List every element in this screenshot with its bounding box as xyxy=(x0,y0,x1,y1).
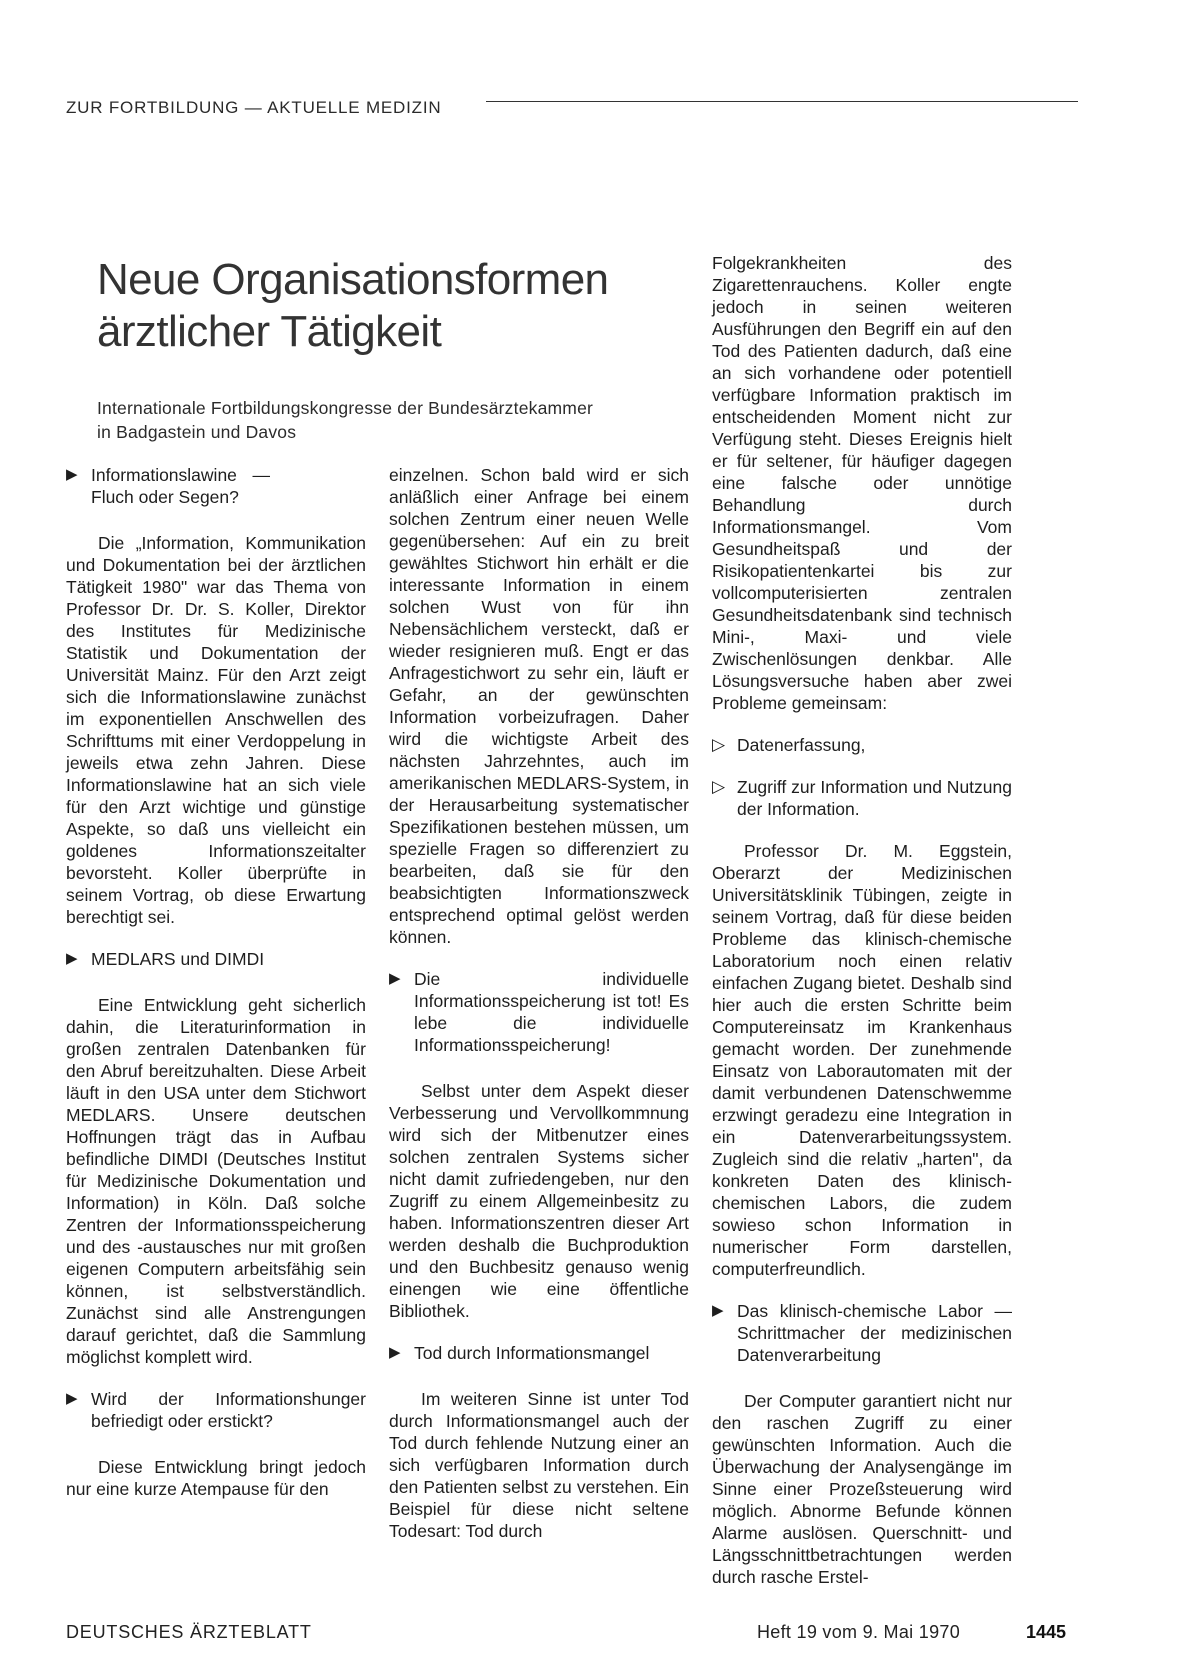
hollow-triangle-bullet-icon: ▷ xyxy=(712,735,726,754)
section-heading: ▶ Die individuelle Informationsspeicherung ist tot! Es lebe die individuelle Informationsspeicherung! xyxy=(389,969,689,1055)
subtitle-line-2: in Badgastein und Davos xyxy=(97,422,297,442)
subtitle-line-1: Internationale Fortbildungskongresse der Bundesärztekammer xyxy=(97,398,594,418)
paragraph: Folgekrankheiten des Zigarettenrauchens. Koller engte jedoch in seinen weiteren Ausführungen den Begriff ein auf den Tod des Patienten dadurch, daß eine an sich vorhandene oder potentiell verfügbare Information praktisch im entscheidenden Moment nicht zur Verfügung steht. Dieses Ereignis hielt er für seltener, für häufiger dagegen eine falsche oder unnötige Behandlung durch Informationsmangel. Vom Gesundheitspaß und der Risikopatientenkartei bis zur vollcomputerisierten zentralen Gesundheitsdatenbank sind technisch Mini-, Maxi- und viele Zwischenlösungen denkbar. Alle Lösungsversuche haben aber zwei Probleme gemeinsam: xyxy=(712,253,1012,713)
column-2 xyxy=(389,464,689,1542)
section-heading: ▶ Tod durch Informationsmangel xyxy=(389,1343,650,1363)
page-number: 1445 xyxy=(1026,1622,1067,1642)
paragraph: einzelnen. Schon bald wird er sich anläßlich einer Anfrage bei einem solchen Zentrum einer neuen Welle gegenübersehen: Auf ein zu breit gewähltes Stichwort hin erhält er die interessante Information in einem solchen Wust von für ihn Nebensächlichem versteckt, daß er wieder resignieren muß. Engt er das Anfragestichwort zu sehr ein, läuft er Gefahr, an der gewünschten Information vorbeizufragen. Daher wird die wichtigste Arbeit des nächsten Jahrzehntes, auch im amerikanischen MEDLARS-System, in der Herausarbeitung systematischer Spezifikationen bestehen müssen, um spezielle Fragen so differenziert zu bearbeiten, daß sie für den beabsichtigten Informationszweck entsprechend optimal gelöst werden können. xyxy=(389,465,689,947)
title-line-2: ärztlicher Tätigkeit xyxy=(97,307,442,356)
triangle-bullet-icon: ▶ xyxy=(66,950,78,967)
title-line-1: Neue Organisationsformen xyxy=(97,255,609,304)
list-item: ▷ Datenerfassung, xyxy=(712,735,866,755)
paragraph: Die „Information, Kommunikation und Dokumentation bei der ärztlichen Tätigkeit 1980" war das Thema von Professor Dr. Dr. S. Koller, Direktor des Institutes für Medizinische Statistik und Dokumentation der Universität Mainz. Für den Arzt zeigt sich die Informationslawine zunächst im exponentiellen Anschwellen des Schrifttums mit einer Verdoppelung in jeweils etwa zehn Jahren. Diese Informationslawine hat an sich viele für den Arzt wichtige und günstige Aspekte, so daß uns vielleicht ein goldenes Informationszeitalter bevorsteht. Koller überprüfte in seinem Vortrag, ob diese Erwartung berechtigt sei. xyxy=(66,533,366,927)
triangle-bullet-icon: ▶ xyxy=(66,466,78,483)
triangle-bullet-icon: ▶ xyxy=(66,1390,78,1407)
column-1 xyxy=(66,464,366,1500)
paragraph: Selbst unter dem Aspekt dieser Verbesserung und Vervollkommnung wird sich der Mitbenutzer eines solchen zentralen Systems sicher nicht damit zufriedengeben, nur den Zugriff zu einem Allgemeinbesitz zu haben. Informationszentren dieser Art werden deshalb die Buchproduktion und den Buchbesitz genauso wenig einengen wie eine öffentliche Bibliothek. xyxy=(389,1081,689,1321)
section-heading: ▶ MEDLARS und DIMDI xyxy=(66,949,265,969)
article-title xyxy=(97,254,717,358)
section-heading: ▶ Das klinisch-chemische Labor — Schrittmacher der medizinischen Datenverarbeitung xyxy=(712,1301,1012,1365)
header-rule xyxy=(486,101,1078,102)
triangle-bullet-icon: ▶ xyxy=(389,970,401,987)
paragraph: Der Computer garantiert nicht nur den raschen Zugriff zu einer gewünschten Information. Auch die Überwachung der Analysengänge im Sinne einer Prozeßsteuerung wird möglich. Abnorme Befunde können Alarme auslösen. Querschnitt- und Längsschnittbetrachtungen werden durch rasche Erstel- xyxy=(712,1391,1012,1587)
paragraph: Eine Entwicklung geht sicherlich dahin, die Literaturinformation in großen zentralen Datenbanken für den Abruf bereitzuhalten. Diese Arbeit läuft in den USA unter dem Stichwort MEDLARS. Unsere deutschen Hoffnungen trägt das in Aufbau befindliche DIMDI (Deutsches Institut für Medizinische Dokumentation und Information) in Köln. Daß solche Zentren der Informationsspeicherung und des -austausches nur mit großen eigenen Computern arbeitsfähig sein können, ist selbstverständlich. Zunächst sind alle Anstrengungen darauf gerichtet, daß die Sammlung möglichst komplett wird. xyxy=(66,995,366,1367)
triangle-bullet-icon: ▶ xyxy=(389,1344,401,1361)
issue-info: Heft 19 vom 9. Mai 1970 xyxy=(757,1622,961,1642)
journal-name: DEUTSCHES ÄRZTEBLATT xyxy=(66,1622,312,1642)
section-heading: ▶ Informationslawine — Fluch oder Segen? xyxy=(66,465,270,507)
paragraph: Professor Dr. M. Eggstein, Oberarzt der Medizinischen Universitätsklinik Tübingen, zeigte in seinem Vortrag, daß für diese beiden Probleme das klinisch-chemische Laboratorium noch einen relativ einfachen Zugang bietet. Deshalb sind hier auch die ersten Schritte beim Computereinsatz im Krankenhaus gemacht worden. Der zunehmende Einsatz von Laborautomaten mit der damit verbundenen Datenschwemme erzwingt geradezu eine Integration in ein Datenverarbeitungssystem. Zugleich sind die relativ „harten", da konkreten Daten des klinisch-chemischen Labors, die zudem sowieso schon Information in numerischer Form darstellen, computerfreundlich. xyxy=(712,841,1012,1279)
article-subtitle xyxy=(97,396,737,444)
paragraph: Diese Entwicklung bringt jedoch nur eine kurze Atempause für den xyxy=(66,1457,366,1499)
hollow-triangle-bullet-icon: ▷ xyxy=(712,777,726,796)
section-header: ZUR FORTBILDUNG — AKTUELLE MEDIZIN xyxy=(66,98,442,117)
triangle-bullet-icon: ▶ xyxy=(712,1302,724,1319)
column-3 xyxy=(712,252,1012,1588)
section-heading: ▶ Wird der Informationshunger befriedigt oder erstickt? xyxy=(66,1389,366,1431)
list-item: ▷ Zugriff zur Information und Nutzung der Information. xyxy=(712,777,1012,819)
paragraph: Im weiteren Sinne ist unter Tod durch Informationsmangel auch der Tod durch fehlende Nutzung einer an sich verfügbaren Information durch den Patienten selbst zu verstehen. Ein Beispiel für diese nicht seltene Todesart: Tod durch xyxy=(389,1389,689,1541)
